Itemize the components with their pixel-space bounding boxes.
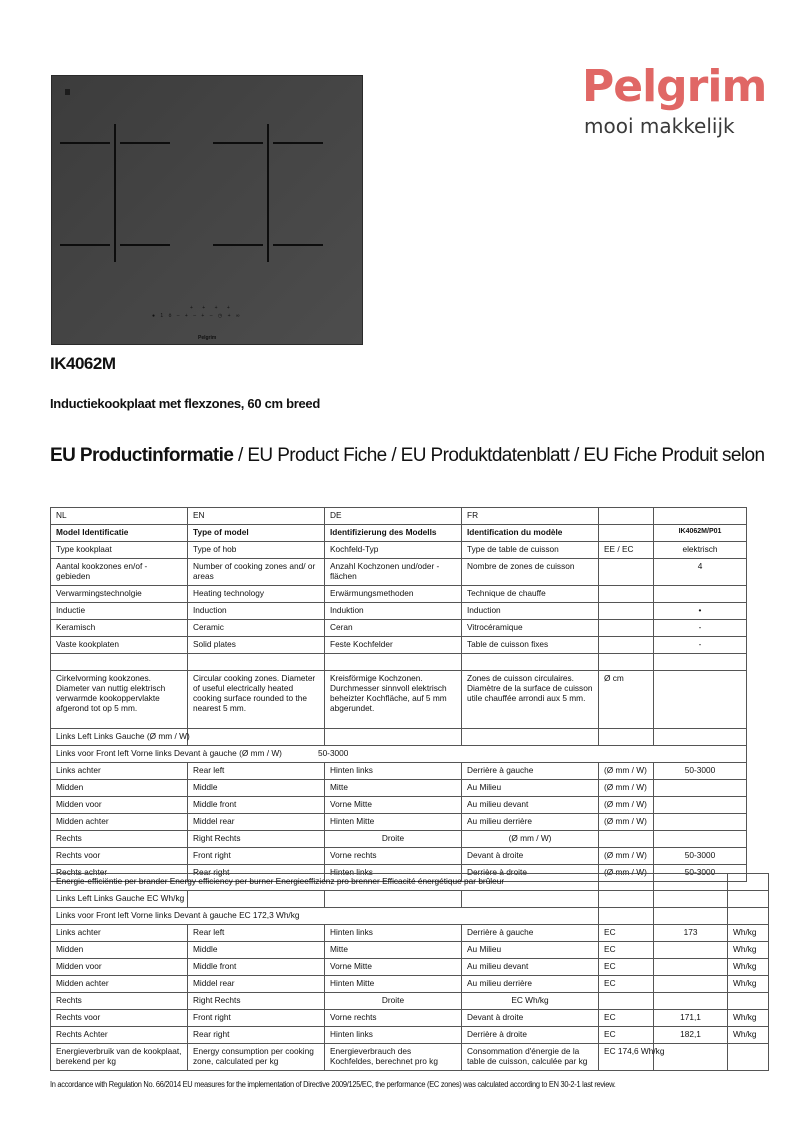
table-cell: Type of hob (188, 542, 325, 559)
model-number: IK4062M (50, 354, 116, 373)
table-cell: Ceran (325, 620, 462, 637)
table-cell: Hinten Mitte (325, 976, 462, 993)
table-row (51, 671, 747, 729)
table-cell: Rear right (188, 1027, 325, 1044)
table-cell: Rechts (51, 831, 188, 848)
table-cell (599, 586, 654, 603)
table-row (51, 654, 747, 671)
brand-name: Pelgrim (582, 61, 767, 112)
table-cell: Right Rechts (188, 993, 325, 1010)
table-cell: 173 (654, 925, 728, 942)
table-cell (599, 874, 654, 891)
table-cell (654, 959, 728, 976)
table-cell: Induction (462, 603, 599, 620)
model-cell: Model Identificatie (51, 525, 188, 542)
table-cell: Heating technology (188, 586, 325, 603)
zone-line (120, 142, 170, 144)
table-cell: Midden achter (51, 976, 188, 993)
table-cell (325, 654, 462, 671)
table-cell (599, 637, 654, 654)
table-cell: EC (599, 1010, 654, 1027)
table-cell: (Ø mm / W) (599, 763, 654, 780)
table-cell: Vitrocéramique (462, 620, 599, 637)
table-cell (462, 654, 599, 671)
table-cell: Anzahl Kochzonen und/oder -flächen (325, 559, 462, 586)
table-cell: Wh/kg (728, 976, 769, 993)
table-cell: EC Wh/kg (462, 993, 599, 1010)
table-cell (599, 891, 654, 908)
table-cell: Nombre de zones de cuisson (462, 559, 599, 586)
table-cell: Kochfeld-Typ (325, 542, 462, 559)
table-cell: Droite (325, 993, 462, 1010)
model-cell: Identification du modèle (462, 525, 599, 542)
table-cell (654, 814, 747, 831)
column-header: EN (188, 508, 325, 525)
brand-tagline: mooi makkelijk (584, 114, 735, 138)
table-cell: (Ø mm / W) (599, 865, 654, 882)
table-cell (599, 559, 654, 586)
table-cell: Rechts voor (51, 1010, 188, 1027)
table-cell: Wh/kg (728, 1010, 769, 1027)
table-cell: Rechts Achter (51, 1027, 188, 1044)
table-cell (599, 993, 654, 1010)
model-cell: IK4062M/P01 (654, 525, 747, 542)
zone-line (213, 142, 263, 144)
zone-row (51, 942, 769, 959)
table-cell: Links achter (51, 925, 188, 942)
fiche-title (50, 445, 764, 467)
table-cell: Ceramic (188, 620, 325, 637)
regulation-footnote: In accordance with Regulation No. 66/2014 EU measures for the implementation of Directive 2009/125/EC, the performance (EC zones) was calculated according to EN 30-2-1 last review. (50, 1080, 616, 1089)
table-cell: Rechts (51, 993, 188, 1010)
links-front-label: Links voor Front left Vorne links Devant à gauche (Ø mm / W) (56, 748, 282, 758)
zone-row (51, 1027, 769, 1044)
links-front-row (51, 746, 747, 763)
zone-line (120, 244, 170, 246)
table-cell: EC (599, 976, 654, 993)
table-cell: - (654, 620, 747, 637)
table-cell: Rechts voor (51, 848, 188, 865)
table-cell: Kreisförmige Kochzonen. Durchmesser sinnvoll elektrisch beheizter Kochfläche, auf 5 mm abgerundet. (325, 671, 462, 729)
table-cell (728, 993, 769, 1010)
fiche-title-rest: / EU Product Fiche / EU Produktdatenblatt / EU Fiche Produit selon (233, 445, 765, 466)
table-cell: Front right (188, 1010, 325, 1027)
table-cell: EC (599, 942, 654, 959)
table-cell (599, 831, 654, 848)
table-cell (654, 874, 728, 891)
table-cell (599, 620, 654, 637)
table-cell: Derrière à droite (462, 1027, 599, 1044)
table-cell: Midden achter (51, 814, 188, 831)
table-cell: Au milieu derrière (462, 814, 599, 831)
table-cell (728, 874, 769, 891)
table-cell: Rear right (188, 865, 325, 882)
zone-row (51, 780, 747, 797)
zone-row (51, 993, 769, 1010)
zone-row (51, 976, 769, 993)
table-cell: Rear left (188, 925, 325, 942)
table-cell: Energy consumption per cooking zone, calculated per kg (188, 1044, 325, 1071)
table-cell: Erwärmungsmethoden (325, 586, 462, 603)
product-info-table (50, 507, 747, 882)
table-cell: EC (599, 1027, 654, 1044)
table-cell: Induction (188, 603, 325, 620)
zone-line (60, 142, 110, 144)
zone-row (51, 814, 747, 831)
table-cell: Aantal kookzones en/of - gebieden (51, 559, 188, 586)
table-cell: Type de table de cuisson (462, 542, 599, 559)
table-cell: Devant à droite (462, 848, 599, 865)
table-cell: 50-3000 (654, 865, 747, 882)
control-panel-top: + + + + (190, 305, 234, 311)
table-cell: Consommation d'énergie de la table de cuisson, calculée par kg (462, 1044, 599, 1071)
table-cell: Au Milieu (462, 780, 599, 797)
table-row (51, 559, 747, 586)
table-cell: Zones de cuisson circulaires. Diamètre de la surface de cuisson utile chauffée arrondi aux 5 mm. (462, 671, 599, 729)
model-row (51, 525, 747, 542)
table-cell: - (654, 637, 747, 654)
table-cell: Induktion (325, 603, 462, 620)
table-cell (654, 908, 728, 925)
table-cell (654, 1044, 728, 1071)
table-cell (462, 891, 599, 908)
zone-line (273, 142, 323, 144)
model-cell: Type of model (188, 525, 325, 542)
zone-line (213, 244, 263, 246)
table-cell (599, 729, 654, 746)
table-cell (728, 1044, 769, 1071)
table-cell (188, 729, 325, 746)
column-header: FR (462, 508, 599, 525)
column-header: DE (325, 508, 462, 525)
table-cell: Middel rear (188, 976, 325, 993)
efficiency-header-row (51, 874, 769, 891)
table-cell (728, 891, 769, 908)
model-cell: Identifizierung des Modells (325, 525, 462, 542)
table-cell: Feste Kochfelder (325, 637, 462, 654)
brand-logo (582, 62, 766, 138)
table-cell (654, 976, 728, 993)
table-cell: Wh/kg (728, 959, 769, 976)
links-left-row (51, 891, 769, 908)
table-cell: Droite (325, 831, 462, 848)
fiche-title-bold: EU Productinformatie (50, 445, 234, 466)
table-row (51, 620, 747, 637)
table-cell (654, 797, 747, 814)
table-cell: Front right (188, 848, 325, 865)
table-cell: Mitte (325, 942, 462, 959)
table-cell (462, 729, 599, 746)
table-cell (654, 942, 728, 959)
table-cell: Number of cooking zones and/ or areas (188, 559, 325, 586)
table-cell: Inductie (51, 603, 188, 620)
table-cell: 50-3000 (654, 763, 747, 780)
control-panel: ● 1 ö – + – + – ◷ + ∞ (152, 313, 242, 319)
table-cell: Au milieu devant (462, 959, 599, 976)
table-cell: Midden (51, 942, 188, 959)
table-cell: Midden (51, 780, 188, 797)
table-cell: EC (599, 925, 654, 942)
table-cell: (Ø mm / W) (599, 780, 654, 797)
energy-efficiency-table (50, 873, 769, 1071)
table-cell: Energie-efficiëntie per brander Energy efficiency per burner Energieeffizienz pro brenner Efficacité énergétique par brûleur (51, 874, 599, 891)
zone-line (60, 244, 110, 246)
table-cell: Derrière à gauche (462, 763, 599, 780)
table-cell (654, 586, 747, 603)
table-cell (654, 780, 747, 797)
links-left-row (51, 729, 747, 746)
product-image (51, 75, 363, 345)
table-cell: • (654, 603, 747, 620)
table-cell (654, 654, 747, 671)
zone-row (51, 848, 747, 865)
table-cell: (Ø mm / W) (462, 831, 599, 848)
table-cell: 182,1 (654, 1027, 728, 1044)
table-cell (325, 729, 462, 746)
table-cell: Links Left Links Gauche EC Wh/kg (51, 891, 188, 908)
table-cell: Derrière à gauche (462, 925, 599, 942)
table-cell: Midden voor (51, 959, 188, 976)
table-cell: Rechts achter (51, 865, 188, 882)
table-cell: Wh/kg (728, 1027, 769, 1044)
table-cell (599, 603, 654, 620)
table-cell: Au Milieu (462, 942, 599, 959)
table-cell: Middle front (188, 797, 325, 814)
table-cell: Vaste kookplaten (51, 637, 188, 654)
table-cell: (Ø mm / W) (599, 848, 654, 865)
table-cell: Table de cuisson fixes (462, 637, 599, 654)
table-cell: Vorne rechts (325, 848, 462, 865)
table-cell: EC 174,6 Wh/kg (599, 1044, 654, 1071)
zone-row (51, 959, 769, 976)
hob-brand-mark: Pelgrim (198, 335, 217, 341)
table-cell (51, 746, 747, 763)
table-cell (728, 908, 769, 925)
consumption-row (51, 1044, 769, 1071)
table-row (51, 542, 747, 559)
table-row (51, 603, 747, 620)
product-description: Inductiekookplaat met flexzones, 60 cm breed (50, 396, 321, 411)
zone-divider (267, 124, 269, 262)
table-cell: EC (599, 959, 654, 976)
table-cell: Links Left Links Gauche (Ø mm / W) (51, 729, 188, 746)
table-cell: Hinten links (325, 1027, 462, 1044)
table-cell: Links achter (51, 763, 188, 780)
table-cell (188, 891, 325, 908)
table-cell: Midden voor (51, 797, 188, 814)
table-cell (654, 993, 728, 1010)
table-cell (654, 831, 747, 848)
table-cell (599, 908, 654, 925)
table-cell: Cirkelvorming kookzones. Diameter van nuttig elektrisch verwarmde kookoppervlakte afgerond tot op 5 mm. (51, 671, 188, 729)
model-cell (599, 525, 654, 542)
table-cell: Derrière à droite (462, 865, 599, 882)
table-cell (599, 654, 654, 671)
table-cell: Devant à droite (462, 1010, 599, 1027)
table-cell: Middle (188, 780, 325, 797)
table-cell: Links voor Front left Vorne links Devant à gauche EC 172,3 Wh/kg (51, 908, 599, 925)
table-cell: Wh/kg (728, 942, 769, 959)
table-cell: Vorne Mitte (325, 797, 462, 814)
table-row (51, 586, 747, 603)
zone-row (51, 831, 747, 848)
table-cell: 4 (654, 559, 747, 586)
table-cell: (Ø mm / W) (599, 814, 654, 831)
table-cell: Hinten Mitte (325, 814, 462, 831)
zone-row (51, 797, 747, 814)
column-header: NL (51, 508, 188, 525)
table-cell: 171,1 (654, 1010, 728, 1027)
table-cell (654, 671, 747, 729)
table-cell: Ø cm (599, 671, 654, 729)
table-cell: EE / EC (599, 542, 654, 559)
table-cell: Right Rechts (188, 831, 325, 848)
table-cell: elektrisch (654, 542, 747, 559)
links-front-value: 50-3000 (317, 748, 349, 758)
table-cell: (Ø mm / W) (599, 797, 654, 814)
table-cell: Verwarmingstechnolgie (51, 586, 188, 603)
table-cell (188, 654, 325, 671)
table-cell: Energieverbruik van de kookplaat, berekend per kg (51, 1044, 188, 1071)
table-cell: Wh/kg (728, 925, 769, 942)
table-cell: Keramisch (51, 620, 188, 637)
table-cell: Energieverbrauch des Kochfeldes, berechnet pro kg (325, 1044, 462, 1071)
table-cell: Middle (188, 942, 325, 959)
zone-row (51, 925, 769, 942)
table-cell (51, 654, 188, 671)
table-cell: Type kookplaat (51, 542, 188, 559)
table-cell: Rear left (188, 763, 325, 780)
zone-divider (114, 124, 116, 262)
links-front-row (51, 908, 769, 925)
table-cell (654, 729, 747, 746)
table-cell: Au milieu derrière (462, 976, 599, 993)
table-cell: Circular cooking zones. Diameter of useful electrically heated cooking surface rounded to the nearest 5 mm. (188, 671, 325, 729)
table-row (51, 637, 747, 654)
column-header (654, 508, 747, 525)
indicator-square (65, 89, 70, 95)
column-header (599, 508, 654, 525)
table-cell: Au milieu devant (462, 797, 599, 814)
table-cell: Hinten links (325, 763, 462, 780)
header-row (51, 508, 747, 525)
table-cell: Hinten links (325, 865, 462, 882)
table-cell: Solid plates (188, 637, 325, 654)
zone-row (51, 763, 747, 780)
table-cell: Mitte (325, 780, 462, 797)
table-cell: Vorne rechts (325, 1010, 462, 1027)
table-cell (654, 891, 728, 908)
zone-line (273, 244, 323, 246)
table-cell: Vorne Mitte (325, 959, 462, 976)
table-cell (325, 891, 462, 908)
table-cell: Hinten links (325, 925, 462, 942)
table-cell: Middle front (188, 959, 325, 976)
zone-row (51, 1010, 769, 1027)
table-cell: Middel rear (188, 814, 325, 831)
table-cell: 50-3000 (654, 848, 747, 865)
table-cell: Technique de chauffe (462, 586, 599, 603)
